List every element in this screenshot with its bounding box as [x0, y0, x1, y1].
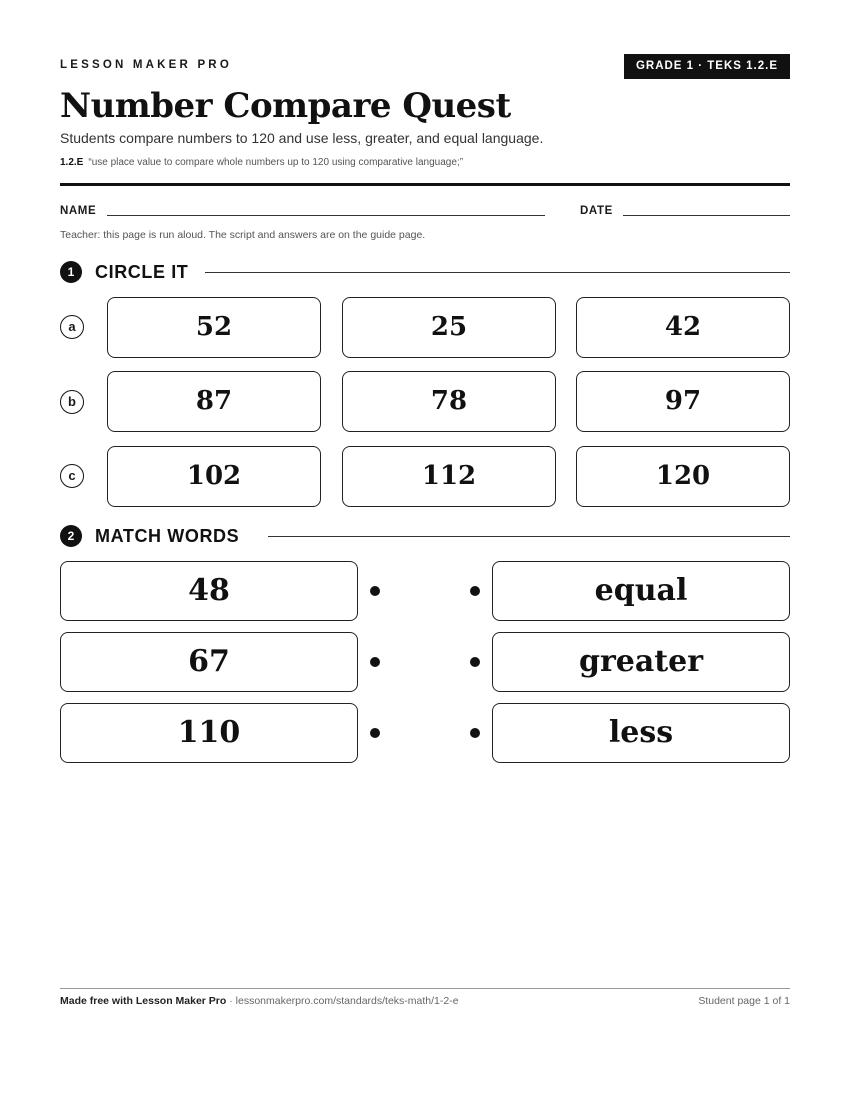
match-word-box[interactable]: less	[492, 703, 790, 763]
standard-code: 1.2.E	[60, 157, 84, 168]
number-box[interactable]: 102	[107, 446, 321, 507]
page-title: Number Compare Quest	[60, 86, 511, 126]
right-match-dot[interactable]	[470, 728, 480, 738]
row-letter-a: a	[60, 315, 84, 339]
section-match-words-header	[60, 525, 790, 549]
date-label: DATE	[580, 205, 613, 217]
number-box[interactable]: 42	[576, 297, 790, 358]
match-number-box[interactable]: 110	[60, 703, 358, 763]
row-letter-b: b	[60, 390, 84, 414]
number-box[interactable]: 120	[576, 446, 790, 507]
section-title: CIRCLE IT	[95, 262, 189, 282]
page-subtitle: Students compare numbers to 120 and use less, greater, and equal language.	[60, 130, 544, 146]
date-field[interactable]	[623, 215, 790, 216]
match-number-box[interactable]: 67	[60, 632, 358, 692]
name-field[interactable]	[107, 215, 545, 216]
section-circle-it-header	[60, 261, 790, 285]
match-number-box[interactable]: 48	[60, 561, 358, 621]
footer-credit	[60, 995, 459, 1007]
page-indicator: Student page 1 of 1	[698, 995, 790, 1007]
number-box[interactable]: 52	[107, 297, 321, 358]
footer-divider	[60, 988, 790, 989]
footer-made-with: Made free with Lesson Maker Pro	[60, 995, 227, 1007]
section-number: 1	[60, 261, 82, 283]
number-box[interactable]: 78	[342, 371, 556, 432]
footer-link[interactable]: · lessonmakerpro.com/standards/teks-math/1-2-e	[226, 995, 459, 1007]
section-title: MATCH WORDS	[95, 526, 240, 546]
left-match-dot[interactable]	[370, 657, 380, 667]
header-divider	[60, 183, 790, 186]
standard-text: “use place value to compare whole numbers up to 120 using comparative language;”	[88, 157, 464, 168]
number-box[interactable]: 87	[107, 371, 321, 432]
left-match-dot[interactable]	[370, 586, 380, 596]
standard-line	[60, 157, 463, 168]
section-rule	[268, 536, 790, 537]
number-box[interactable]: 25	[342, 297, 556, 358]
right-match-dot[interactable]	[470, 586, 480, 596]
match-word-box[interactable]: equal	[492, 561, 790, 621]
row-letter-c: c	[60, 464, 84, 488]
grade-badge: GRADE 1 · TEKS 1.2.E	[624, 54, 790, 79]
section-number: 2	[60, 525, 82, 547]
match-word-box[interactable]: greater	[492, 632, 790, 692]
number-box[interactable]: 112	[342, 446, 556, 507]
name-label: NAME	[60, 205, 97, 217]
worksheet-page	[60, 0, 790, 1100]
teacher-note: Teacher: this page is run aloud. The script and answers are on the guide page.	[60, 229, 426, 241]
section-rule	[205, 272, 790, 273]
left-match-dot[interactable]	[370, 728, 380, 738]
number-box[interactable]: 97	[576, 371, 790, 432]
right-match-dot[interactable]	[470, 657, 480, 667]
brand-name: LESSON MAKER PRO	[60, 59, 232, 71]
